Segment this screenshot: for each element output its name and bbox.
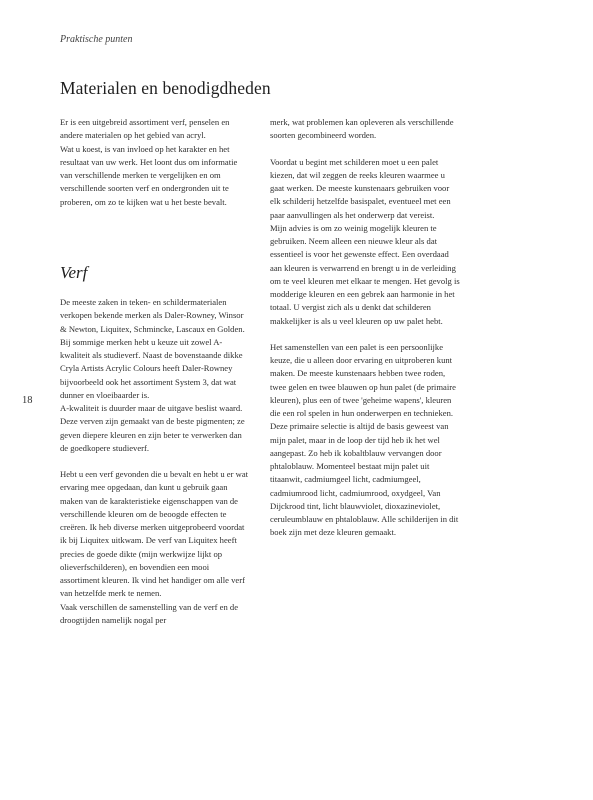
left-body-column	[60, 296, 250, 627]
body-paragraph: Mijn advies is om zo weinig mogelijk kleuren te gebruiken. Neem alleen een nieuwe kleur als dat essentieel is voor het gewenste effect. Een overdaad aan kleuren is verwarrend en brengt u in de verleiding om te veel kleuren met elkaar te mengen. Het gevolg is modderige kleuren en een gebrek aan harmonie in het totaal. U vergist zich als u denkt dat schilderen makkelijker is als u veel kleuren op uw palet hebt.	[270, 222, 460, 326]
body-paragraph: Vaak verschillen de samenstelling van de verf en de droogtijden namelijk nogal per	[60, 601, 239, 625]
intro-paragraph: Wat u koest, is van invloed op het karakter en het resultaat van uw werk. Het loont dus om informatie van verschillende merken te vergelijken en om verschillende soorten verf en ondergronden uit te proberen, om zo te kijken wat u het beste bevalt.	[60, 143, 238, 207]
page-number: 18	[22, 395, 33, 406]
body-paragraph: De meeste zaken in teken- en schildermaterialen verkopen bekende merken als Daler-Rowney, Winsor & Newton, Liquitex, Schmincke, Lascaux en Golden. Bij sommige merken hebt u keuze uit zowel A-kwaliteit als studieverf. Naast de bovenstaande dikke Cryla Artists Acrylic Colours heeft Daler-Rowney bijvoorbeeld ook het assortiment System 3, dat wat dunner en vloeibaarder is.	[60, 297, 245, 400]
body-paragraph: A-kwaliteit is duurder maar de uitgave beslist waard. Deze verven zijn gemaakt van de beste pigmenten; ze geven diepere kleuren en zijn beter te verwerken dan de goedkopere studieverf.	[60, 403, 245, 453]
body-paragraph: Hebt u een verf gevonden die u bevalt en hebt u er wat ervaring mee opgedaan, dan kunt u gebruik gaan maken van de karakteristieke eigenschappen van de verschillende kleuren om de beoogde effecten te creëren. Ik heb diverse merken uitgeprobeerd voordat ik bij Liquitex uitkwam. De verf van Liquitex heeft precies de goede dikte (mijn werkwijze lijkt op olieverfschilderen), en bovendien een mooi assortiment kleuren. Ik vind het handiger om alle verf van hetzelfde merk te nemen.	[60, 469, 249, 599]
intro-paragraph: Er is een uitgebreid assortiment verf, penselen en andere materialen op het gebied van acryl.	[60, 117, 230, 141]
page-title: Materialen en benodigdheden	[60, 78, 271, 98]
body-paragraph: Het samenstellen van een palet is een persoonlijke keuze, die u alleen door ervaring en uitproberen kunt maken. De meeste kunstenaars hebben twee roden, twee gelen en twee blauwen op hun palet (de primaire kleuren), plus een of twee 'geheime wapens', kleuren die een rol spelen in hun onderwerpen en technieken. Deze primaire selectie is altijd de basis geweest van mijn palet, maar in de loop der tijd heb ik het wel aangepast. Zo heb ik kobaltblauw vervangen door phtaloblauw. Momenteel bestaat mijn palet uit titaanwit, cadmiumgeel licht, cadmiumgeel, cadmiumrood licht, cadmiumrood, oxydgeel, Van Dijckrood tint, licht blauwviolet, dioxazineviolet, ceruleumblauw en phtaloblauw. Alle schilderijen in dit boek zijn met deze kleuren gemaakt.	[270, 341, 459, 538]
running-head: Praktische punten	[60, 34, 133, 45]
body-paragraph: merk, wat problemen kan opleveren als verschillende soorten gecombineerd worden.	[270, 117, 454, 141]
section-heading-verf: Verf	[60, 263, 88, 282]
right-body-column	[270, 116, 460, 540]
body-paragraph: Voordat u begint met schilderen moet u een palet kiezen, dat wil zeggen de reeks kleuren waarmee u gaat werken. De meeste kunstenaars gebruiken voor elk schilderij hetzelfde basispalet, eventueel met een paar aanvullingen als het onderwerp dat vereist.	[270, 156, 451, 220]
intro-column	[60, 116, 250, 209]
